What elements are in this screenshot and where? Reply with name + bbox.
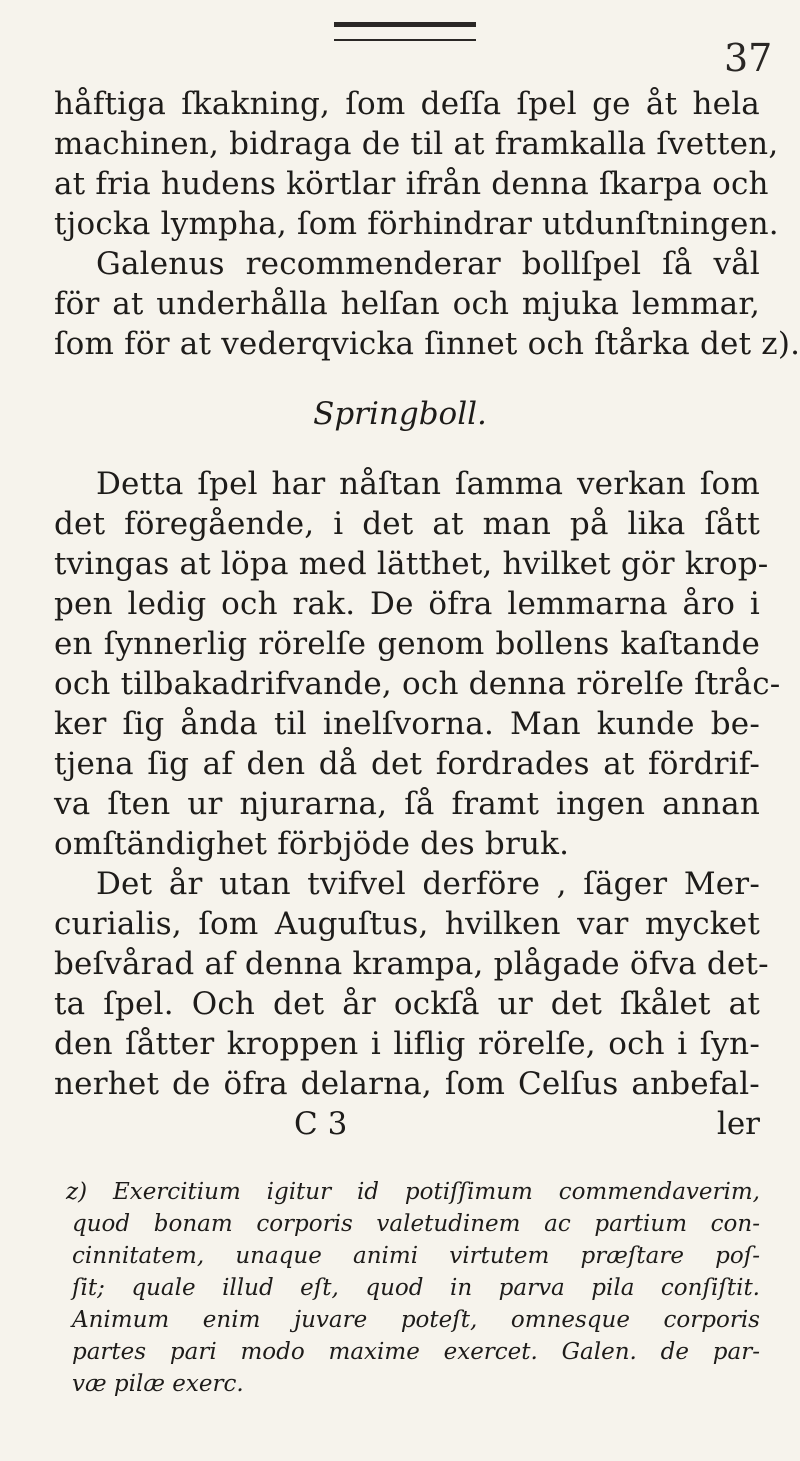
header-rule (334, 22, 476, 41)
body-line: ker ſig ånda til inelſvorna. Man kunde be- (54, 706, 760, 742)
catchword: ler (716, 1106, 760, 1142)
body-line: tjocka lympha, ſom förhindrar utdunſtningen. (54, 206, 779, 242)
body-line: omſtändighet förbjöde des bruk. (54, 826, 570, 862)
body-line: curialis, ſom Auguſtus, hvilken var mycket (54, 906, 760, 942)
page-number: 37 (724, 36, 773, 80)
body-line: pen ledig och rak. De öfra lemmarna åro i (54, 586, 760, 622)
body-line (96, 244, 760, 284)
signature-mark: C 3 (294, 1106, 348, 1142)
footnote-line: ſit; quale illud eſt, quod in parva pila conſiſtit. (72, 1275, 760, 1301)
body-line: Detta ſpel har nåſtan ſamma verkan ſom (96, 466, 760, 502)
body-line: at fria hudens körtlar ifrån denna ſkarpa och (54, 166, 769, 202)
footnote-line: z) Exercitium igitur id potiſſimum commendaverim, (66, 1179, 760, 1205)
body-line: machinen, bidraga de til at framkalla ſvetten, (54, 126, 779, 162)
body-line: tjena ſig af den då det fordrades at fördrif- (54, 746, 760, 782)
body-line: en ſynnerlig rörelſe genom bollens kaſtande (54, 626, 760, 662)
body-line: den ſåtter kroppen i liflig rörelſe, och i ſyn- (54, 1026, 760, 1062)
footnote-line: Animum enim juvare poteſt, omnesque corporis (72, 1307, 760, 1333)
footnote-line: quod bonam corporis valetudinem ac partium con- (72, 1211, 760, 1237)
body-line: beſvårad af denna krampa, plågade öfva det- (54, 946, 769, 982)
body-line: tvingas at löpa med lätthet, hvilket gör krop- (54, 546, 769, 582)
body-line: va ſten ur njurarna, ſå framt ingen annan (54, 786, 760, 822)
body-line: och tilbakadrifvande, och denna rörelſe ſtråc- (54, 666, 781, 702)
body-line: nerhet de öfra delarna, ſom Celſus anbefal- (54, 1066, 760, 1102)
footnote-line: væ pilæ exerc. (72, 1371, 244, 1397)
body-line: det föregående, i det at man på lika ſått (54, 506, 760, 542)
body-line: ta ſpel. Och det år ockſå ur det ſkålet at (54, 986, 760, 1022)
section-heading: Springboll. (313, 396, 487, 432)
footnote-line: cinnitatem, unaque animi virtutem præſtare poſ- (72, 1243, 760, 1269)
body-line: Det år utan tvifvel derföre , ſäger Mer- (96, 866, 760, 902)
body-line: för at underhålla helſan och mjuka lemmar, (54, 286, 760, 322)
body-line: ſom för at vederqvicka ſinnet och ſtårka det z). (54, 326, 800, 362)
body-line: håftiga ſkakning, ſom deſſa ſpel ge åt hela (54, 86, 760, 122)
body-line-text: Galenus recommenderar bollſpel ſå vål (96, 246, 760, 282)
footnote-line: partes pari modo maxime exercet. Galen. de par- (72, 1339, 760, 1365)
